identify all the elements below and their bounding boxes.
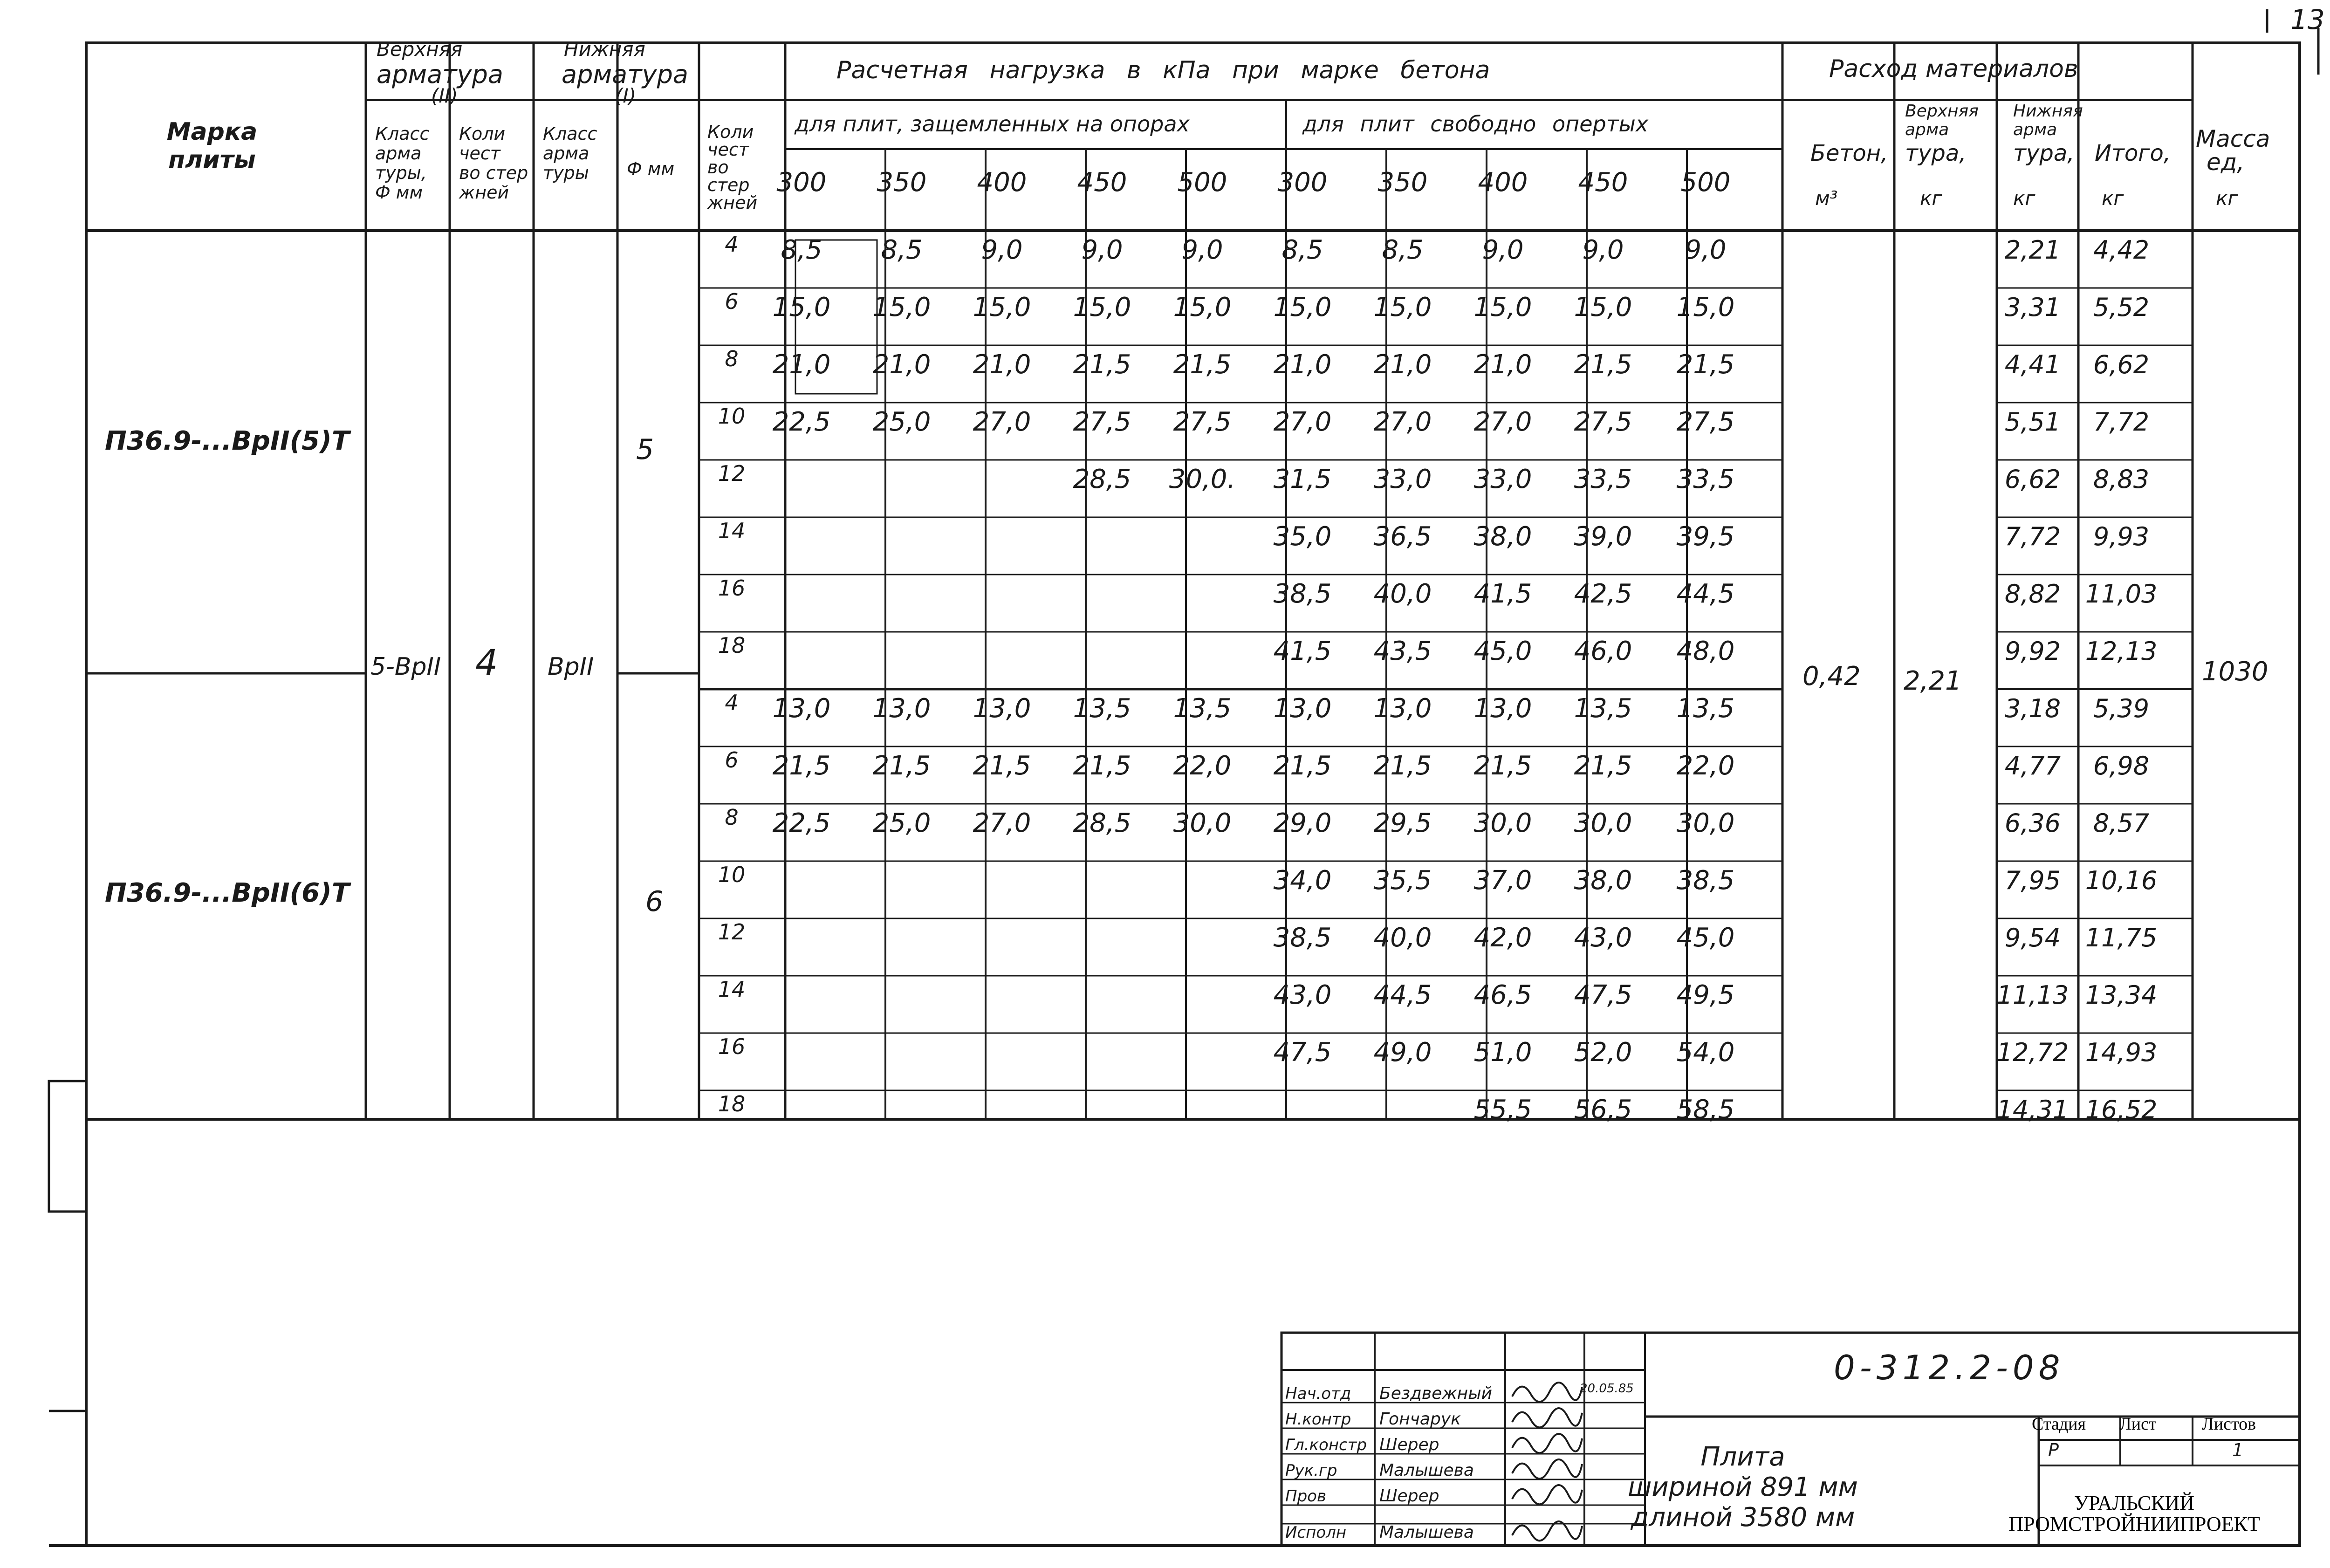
cell-load-free: 52,0 — [1574, 1037, 1632, 1068]
cell-load-clamped: 27,5 — [1073, 407, 1131, 437]
cell-load-free: 38,5 — [1676, 865, 1735, 896]
header-upper-class-3: туры, — [375, 163, 427, 183]
cell-bar-count: 10 — [718, 404, 746, 429]
header-mark-line2: плиты — [168, 146, 256, 174]
header-lower-class-3: туры — [543, 163, 589, 183]
cell-load-clamped: 9,0 — [1081, 235, 1123, 265]
cell-load-free: 38,0 — [1574, 865, 1632, 896]
signature-date: 20.05.85 — [1580, 1382, 1634, 1396]
cell-bar-count: 4 — [725, 690, 739, 715]
cell-lower-kg: 9,92 — [2004, 637, 2061, 666]
cell-load-free: 47,5 — [1574, 980, 1632, 1010]
sheets-value: 1 — [2232, 1440, 2244, 1460]
cell-total-kg: 13,34 — [2085, 980, 2158, 1010]
cell-load-clamped: 9,0 — [1181, 235, 1223, 265]
cell-load-free: 46,0 — [1574, 636, 1632, 666]
cell-load-free: 49,5 — [1676, 980, 1735, 1010]
cell-load-free: 55,5 — [1473, 1095, 1532, 1125]
title-line-2: шириной 891 мм — [1628, 1472, 1858, 1502]
cell-lower-kg: 8,82 — [2004, 579, 2061, 609]
header-mass-2: ед, — [2207, 149, 2245, 176]
cell-load-free: 42,0 — [1473, 923, 1532, 953]
cell-load-free: 43,0 — [1273, 980, 1332, 1010]
cell-load-free: 31,5 — [1273, 464, 1332, 494]
cell-load-clamped: 13,5 — [1073, 693, 1131, 724]
grade-clamped-450: 450 — [1077, 167, 1127, 198]
cell-bar-count: 14 — [718, 977, 746, 1002]
signature-role: Нач.отд — [1285, 1384, 1351, 1403]
cell-load-clamped: 27,0 — [973, 407, 1031, 437]
signature-scribble — [1512, 1434, 1582, 1453]
cell-load-clamped: 13,0 — [772, 693, 831, 724]
grade-free-400: 400 — [1478, 167, 1528, 198]
signature-name: Малышева — [1379, 1461, 1474, 1480]
doc-code: 0-312.2-08 — [1834, 1348, 2065, 1387]
header-concrete-2: м³ — [1815, 187, 1838, 210]
header-mat-total-1: Итого, — [2095, 140, 2171, 166]
cell-load-free: 30,0 — [1574, 808, 1632, 838]
grade-free-300: 300 — [1277, 167, 1328, 198]
cell-load-clamped: 13,0 — [872, 693, 931, 724]
cell-lower-kg: 11,13 — [1996, 980, 2069, 1010]
header-upper-count-3: во стер — [459, 163, 528, 183]
header-mat-lower-4: кг — [2013, 187, 2035, 210]
cell-load-clamped: 21,5 — [1073, 349, 1131, 380]
cell-load-free: 49,0 — [1373, 1037, 1432, 1068]
cell-load-free: 38,5 — [1273, 579, 1332, 609]
cell-bar-count: 18 — [718, 1091, 746, 1116]
cell-load-free: 21,5 — [1574, 349, 1632, 380]
cell-bar-count: 16 — [718, 575, 746, 601]
cell-load-clamped: 21,5 — [973, 751, 1031, 781]
header-upper-class-2: арма — [375, 143, 422, 164]
cell-load-free: 21,5 — [1676, 349, 1735, 380]
cell-lower-kg: 4,77 — [2004, 751, 2061, 781]
cell-load-free: 38,0 — [1473, 521, 1532, 552]
cell-upper-class: 5-ВрII — [370, 653, 441, 681]
cell-load-free: 29,0 — [1273, 808, 1332, 838]
signature-role: Н.контр — [1285, 1410, 1351, 1429]
cell-lower-kg: 3,18 — [2004, 694, 2061, 723]
sheet-label: Лист — [2119, 1414, 2157, 1434]
header-load-free: для плит свободно опертых — [1302, 111, 1649, 137]
cell-concrete: 0,42 — [1802, 661, 1861, 692]
org-line-1: УРАЛЬСКИЙ — [2074, 1492, 2195, 1514]
cell-load-clamped: 21,0 — [772, 349, 831, 380]
cell-total-kg: 4,42 — [2093, 235, 2150, 265]
signature-scribble — [1512, 1383, 1582, 1402]
cell-load-clamped: 15,0 — [1173, 292, 1232, 322]
left-binding-tab — [49, 1081, 86, 1212]
cell-load-free: 8,5 — [1282, 235, 1323, 265]
cell-load-free: 58,5 — [1676, 1095, 1735, 1125]
cell-load-clamped: 25,0 — [872, 407, 931, 437]
grade-clamped-300: 300 — [776, 167, 827, 198]
stage-value: Р — [2048, 1440, 2059, 1460]
cell-load-free: 21,5 — [1473, 751, 1532, 781]
cell-load-clamped: 15,0 — [872, 292, 931, 322]
cell-load-free: 21,0 — [1273, 349, 1332, 380]
cell-lower-kg: 12,72 — [1996, 1038, 2069, 1067]
cell-load-free: 15,0 — [1676, 292, 1735, 322]
cell-lower-kg: 4,41 — [2004, 350, 2061, 379]
cell-load-free: 27,0 — [1373, 407, 1432, 437]
cell-load-free: 21,0 — [1373, 349, 1432, 380]
header-mass-3: кг — [2216, 187, 2238, 210]
cell-lower-kg: 14,31 — [1996, 1095, 2069, 1124]
signature-name: Шерер — [1379, 1486, 1439, 1506]
header-mark — [167, 118, 257, 174]
header-mat-upper-4: кг — [1920, 187, 1942, 210]
header-concrete-1: Бетон, — [1810, 140, 1888, 166]
cell-load-free: 56,5 — [1574, 1095, 1632, 1125]
header-lower-diam: Ф мм — [627, 158, 675, 179]
cell-load-free: 36,5 — [1373, 521, 1432, 552]
header-materials: Расход материалов — [1829, 55, 2078, 83]
cell-lower-kg: 6,62 — [2004, 465, 2061, 494]
cell-lower-kg: 6,36 — [2004, 808, 2061, 838]
cell-load-clamped: 15,0 — [1073, 292, 1131, 322]
cell-load-free: 40,0 — [1373, 579, 1432, 609]
cell-load-free: 40,0 — [1373, 923, 1432, 953]
cell-load-free: 30,0 — [1676, 808, 1735, 838]
header-lower-count-5: жней — [707, 192, 758, 213]
cell-load-free: 33,0 — [1373, 464, 1432, 494]
cell-load-free: 15,0 — [1473, 292, 1532, 322]
signature-role: Исполн — [1285, 1523, 1347, 1542]
cell-load-free: 38,5 — [1273, 923, 1332, 953]
cell-total-kg: 9,93 — [2093, 522, 2150, 551]
cell-lower-kg: 7,72 — [2004, 522, 2061, 551]
header-grades — [777, 167, 1731, 198]
cell-load-free: 30,0 — [1473, 808, 1532, 838]
header-load-clamped: для плит, защемленных на опорах — [795, 111, 1190, 137]
group1-diam: 5 — [636, 433, 654, 466]
grade-clamped-400: 400 — [977, 167, 1027, 198]
cell-load-clamped: 15,0 — [772, 292, 831, 322]
cell-load-clamped: 8,5 — [781, 235, 822, 265]
cell-load-free: 42,5 — [1574, 579, 1632, 609]
signature-scribble — [1512, 1408, 1582, 1427]
cell-load-free: 21,5 — [1373, 751, 1432, 781]
cell-load-clamped: 13,0 — [973, 693, 1031, 724]
cell-total-kg: 8,83 — [2093, 465, 2150, 494]
cell-load-clamped: 22,5 — [772, 407, 831, 437]
cell-load-clamped: 21,0 — [973, 349, 1031, 380]
cell-load-free: 27,0 — [1473, 407, 1532, 437]
cell-load-free: 8,5 — [1382, 235, 1424, 265]
outer-frame — [86, 43, 2300, 1546]
header-lower-reinf-1: Нижняя — [564, 38, 645, 61]
cell-total-kg: 12,13 — [2085, 637, 2158, 666]
cell-bar-count: 4 — [725, 232, 739, 257]
cell-lower-kg: 2,21 — [2004, 235, 2061, 265]
header-mat-total-2: кг — [2102, 187, 2124, 210]
header-lower-count-4: стер — [707, 175, 750, 195]
cell-load-clamped: 21,5 — [1073, 751, 1131, 781]
grade-clamped-500: 500 — [1177, 167, 1227, 198]
cell-load-free: 35,0 — [1273, 521, 1332, 552]
signature-name: Гончарук — [1379, 1410, 1461, 1429]
signature-role: Рук.гр — [1285, 1461, 1337, 1480]
cell-load-free: 34,0 — [1273, 865, 1332, 896]
header-lower-count-2: чест — [707, 139, 749, 160]
signature-name: Малышева — [1379, 1523, 1474, 1542]
cell-load-clamped: 21,5 — [1173, 349, 1232, 380]
cell-load-free: 15,0 — [1373, 292, 1432, 322]
cell-total-kg: 14,93 — [2085, 1038, 2158, 1067]
cell-load-free: 21,5 — [1273, 751, 1332, 781]
cell-load-free: 54,0 — [1676, 1037, 1735, 1068]
signature-table — [1285, 1383, 1582, 1542]
cell-load-free: 9,0 — [1582, 235, 1624, 265]
cell-load-free: 41,5 — [1273, 636, 1332, 666]
cell-bar-count: 6 — [725, 289, 739, 314]
header-mat-upper-3: тура, — [1905, 140, 1967, 166]
cell-bar-count: 12 — [718, 919, 746, 945]
cell-total-kg: 8,57 — [2093, 808, 2150, 838]
cell-load-free: 45,0 — [1473, 636, 1532, 666]
cell-load-free: 44,5 — [1373, 980, 1432, 1010]
sheet-number: 13 — [2290, 4, 2325, 35]
cell-load-clamped: 25,0 — [872, 808, 931, 838]
cell-bar-count: 8 — [725, 346, 739, 371]
cell-load-clamped: 8,5 — [881, 235, 923, 265]
cell-load-clamped: 30,0. — [1169, 464, 1236, 494]
signature-name: Бездвежный — [1379, 1384, 1493, 1403]
cell-load-clamped: 27,5 — [1173, 407, 1232, 437]
cell-load-free: 27,0 — [1273, 407, 1332, 437]
cell-load-clamped: 28,5 — [1073, 464, 1131, 494]
header-mass-1: Масса — [2196, 125, 2270, 152]
cell-upper-count: 4 — [475, 642, 498, 683]
cell-lower-class: ВрII — [548, 653, 594, 681]
cell-load-free: 15,0 — [1574, 292, 1632, 322]
signature-role: Гл.констр — [1285, 1436, 1367, 1454]
cell-load-clamped: 27,0 — [973, 808, 1031, 838]
header-upper-count-2: чест — [459, 143, 500, 164]
cell-load-free: 27,5 — [1574, 407, 1632, 437]
cell-bar-count: 12 — [718, 461, 746, 486]
cell-load-free: 39,0 — [1574, 521, 1632, 552]
cell-load-clamped: 13,5 — [1173, 693, 1232, 724]
cell-load-free: 13,0 — [1473, 693, 1532, 724]
cell-load-clamped: 21,5 — [872, 751, 931, 781]
cell-load-free: 21,5 — [1574, 751, 1632, 781]
header-upper-class-1: Класс — [375, 123, 430, 144]
cell-load-free: 46,5 — [1473, 980, 1532, 1010]
header-upper-reinf-3: (II) — [431, 84, 458, 107]
cell-total-kg: 5,39 — [2093, 694, 2150, 723]
cell-total-kg: 10,16 — [2085, 866, 2158, 895]
cell-load-free: 27,5 — [1676, 407, 1735, 437]
cell-load-free: 37,0 — [1473, 865, 1532, 896]
cell-lower-kg: 7,95 — [2004, 866, 2061, 895]
cell-load-free: 35,5 — [1373, 865, 1432, 896]
cell-load-free: 13,0 — [1373, 693, 1432, 724]
header-mat-lower-3: тура, — [2013, 140, 2075, 166]
cell-load-free: 29,5 — [1373, 808, 1432, 838]
header-upper-count-1: Коли — [459, 123, 506, 144]
org-line-2: ПРОМСТРОЙНИИПРОЕКТ — [2008, 1513, 2260, 1535]
cell-load-clamped: 9,0 — [981, 235, 1023, 265]
cell-upper-kg: 2,21 — [1904, 666, 1962, 696]
cell-load-clamped: 22,0 — [1173, 751, 1232, 781]
cell-load-free: 9,0 — [1685, 235, 1727, 265]
cell-total-kg: 11,75 — [2085, 923, 2158, 952]
cell-load-free: 47,5 — [1273, 1037, 1332, 1068]
group2-diam: 6 — [645, 885, 664, 918]
signature-role: Пров — [1285, 1487, 1326, 1506]
header-lower-count-1: Коли — [707, 122, 754, 142]
cell-load-free: 33,5 — [1676, 464, 1735, 494]
signature-scribble — [1512, 1459, 1582, 1479]
cell-load-free: 39,5 — [1676, 521, 1735, 552]
header-upper-reinf-1: Верхняя — [377, 38, 463, 61]
cell-lower-kg: 5,51 — [2004, 407, 2061, 437]
cell-load-free: 13,5 — [1574, 693, 1632, 724]
header-lower-reinf-2: арматура — [562, 60, 688, 89]
cell-load-free: 33,5 — [1574, 464, 1632, 494]
cell-load-free: 13,5 — [1676, 693, 1735, 724]
header-lower-count-3: во — [707, 157, 729, 178]
header-load-title: Расчетная нагрузка в кПа при марке бетона — [836, 56, 1490, 84]
header-upper-reinf-2: арматура — [377, 60, 503, 89]
cell-total-kg: 5,52 — [2093, 293, 2150, 322]
header-lower-class-1: Класс — [543, 123, 597, 144]
cell-total-kg: 16,52 — [2085, 1095, 2158, 1124]
cell-bar-count: 16 — [718, 1034, 746, 1059]
cell-lower-kg: 9,54 — [2004, 923, 2061, 952]
header-mat-lower-1: Нижняя — [2013, 102, 2083, 121]
grade-free-350: 350 — [1377, 167, 1428, 198]
cell-load-free: 51,0 — [1473, 1037, 1532, 1068]
cell-bar-count: 8 — [725, 805, 739, 830]
header-mat-lower-2: арма — [2013, 120, 2057, 139]
cell-load-free: 15,0 — [1273, 292, 1332, 322]
cell-load-clamped: 15,0 — [973, 292, 1031, 322]
header-lower-reinf-3: (I) — [615, 84, 637, 107]
cell-total-kg: 11,03 — [2085, 579, 2158, 609]
cell-mass: 1030 — [2202, 657, 2268, 687]
cell-load-clamped: 30,0 — [1173, 808, 1232, 838]
cell-load-free: 45,0 — [1676, 923, 1735, 953]
header-mark-line1: Марка — [166, 118, 258, 146]
stage-label: Стадия — [2032, 1414, 2086, 1434]
cell-total-kg: 6,98 — [2093, 751, 2150, 781]
title-line-1: Плита — [1700, 1442, 1785, 1472]
sheets-label: Листов — [2202, 1414, 2256, 1434]
cell-bar-count: 6 — [725, 747, 739, 773]
cell-load-free: 41,5 — [1473, 579, 1532, 609]
cell-load-free: 9,0 — [1482, 235, 1524, 265]
grade-clamped-350: 350 — [877, 167, 927, 198]
cell-load-clamped: 21,5 — [772, 751, 831, 781]
cell-load-free: 43,0 — [1574, 923, 1632, 953]
cell-load-free: 44,5 — [1676, 579, 1735, 609]
signature-scribble — [1512, 1485, 1582, 1504]
cell-total-kg: 6,62 — [2093, 350, 2150, 379]
cell-load-free: 43,5 — [1373, 636, 1432, 666]
header-mat-upper-1: Верхняя — [1905, 102, 1979, 121]
cell-load-clamped: 28,5 — [1073, 808, 1131, 838]
group2-mark: П36.9-...ВрII(6)Т — [105, 878, 350, 908]
cell-bar-count: 18 — [718, 633, 746, 658]
cell-load-clamped: 22,5 — [772, 808, 831, 838]
cell-load-free: 48,0 — [1676, 636, 1735, 666]
header-mat-upper-2: арма — [1905, 120, 1949, 139]
grade-free-500: 500 — [1680, 167, 1731, 198]
header-upper-count-4: жней — [459, 182, 509, 203]
signature-name: Шерер — [1379, 1435, 1439, 1454]
cell-lower-kg: 3,31 — [2004, 293, 2061, 322]
cell-bar-count: 10 — [718, 862, 746, 887]
group1-mark: П36.9-...ВрII(5)Т — [105, 426, 350, 456]
header-upper-class-4: Ф мм — [375, 182, 423, 203]
cell-load-clamped: 21,0 — [872, 349, 931, 380]
cell-total-kg: 7,72 — [2093, 407, 2150, 437]
cell-load-free: 33,0 — [1473, 464, 1532, 494]
header-lower-class-2: арма — [543, 143, 589, 164]
grade-free-450: 450 — [1578, 167, 1628, 198]
title-line-3: длиной 3580 мм — [1631, 1502, 1855, 1533]
cell-load-free: 13,0 — [1273, 693, 1332, 724]
cell-load-free: 21,0 — [1473, 349, 1532, 380]
cell-load-free: 22,0 — [1676, 751, 1735, 781]
cell-bar-count: 14 — [718, 518, 746, 543]
